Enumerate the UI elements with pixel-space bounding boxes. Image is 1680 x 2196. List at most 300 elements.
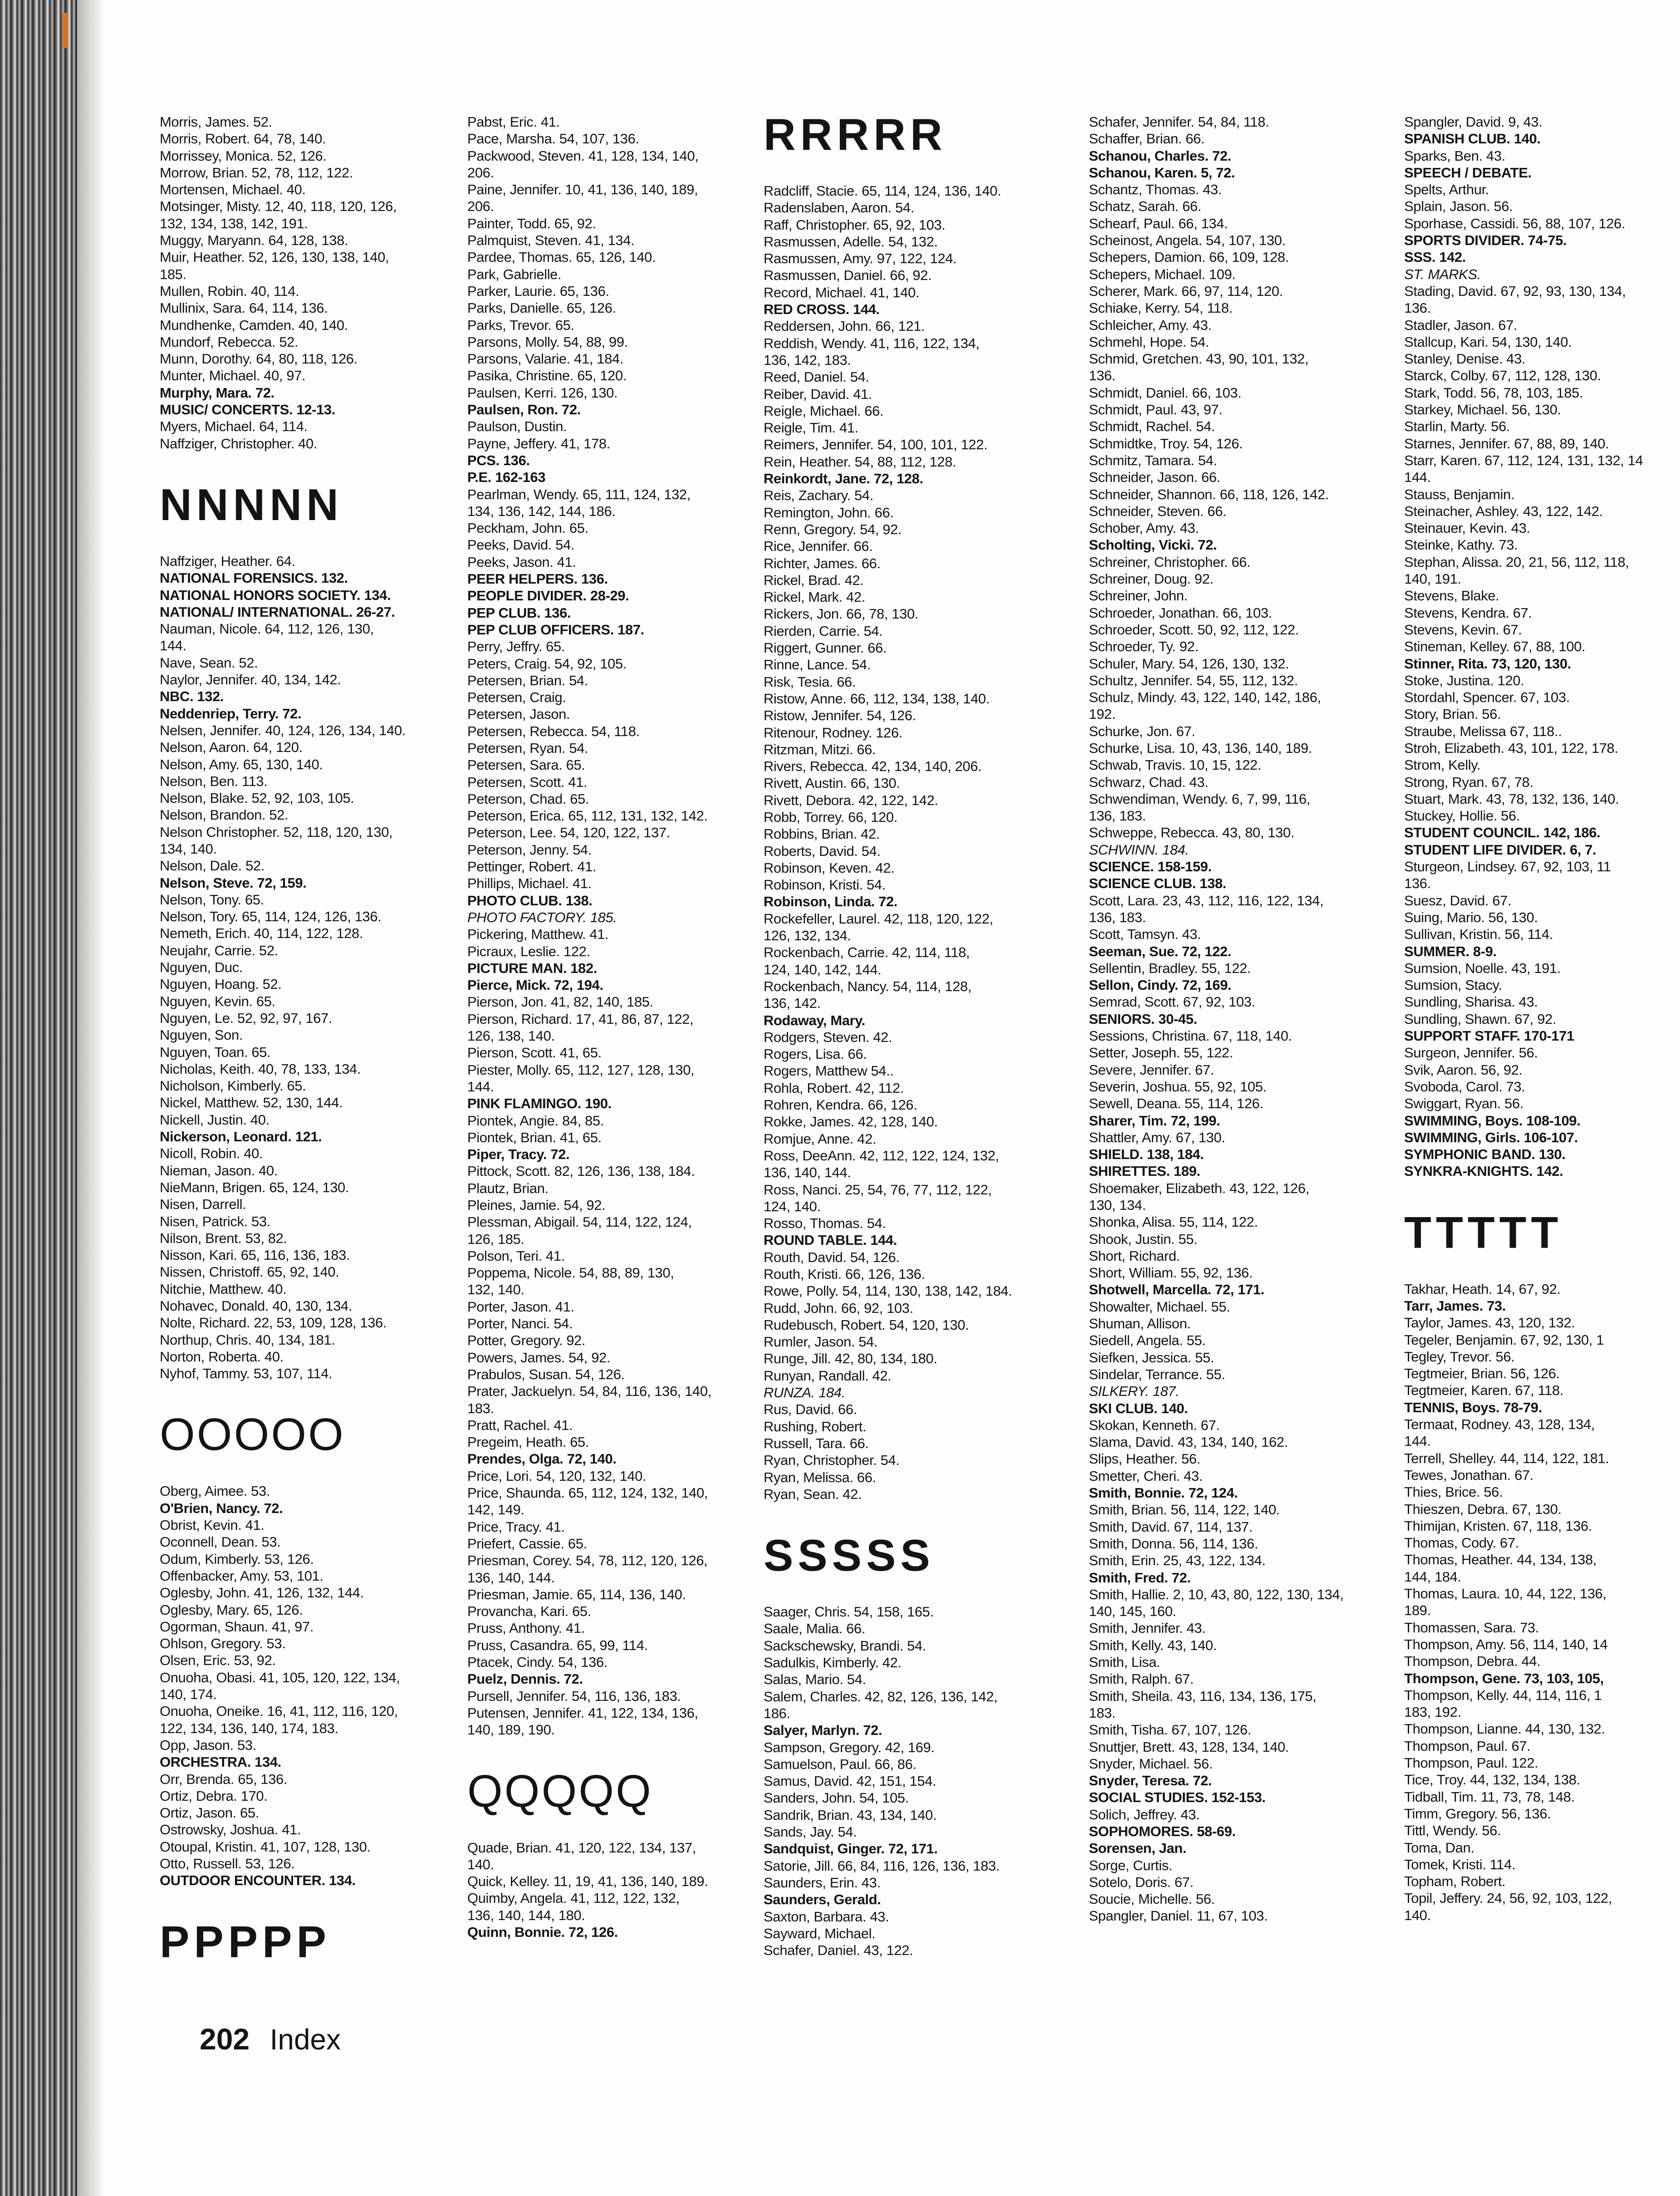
index-entry: Rushing, Robert. bbox=[764, 1418, 867, 1435]
index-entry: SOPHOMORES. 58-69. bbox=[1089, 1823, 1236, 1839]
index-entry: Quade, Brian. 41, 120, 122, 134, 137, bbox=[467, 1839, 696, 1856]
index-entry: Russell, Tara. 66. bbox=[764, 1435, 869, 1451]
index-entry: Stineman, Kelley. 67, 88, 100. bbox=[1404, 639, 1586, 655]
index-entry: Thompson, Paul. 122. bbox=[1404, 1755, 1538, 1771]
index-entry: Reigle, Tim. 41. bbox=[764, 420, 858, 436]
index-entry: 144. bbox=[160, 638, 186, 654]
index-entry: Otoupal, Kristin. 41, 107, 128, 130. bbox=[160, 1838, 371, 1855]
index-entry: Ristow, Anne. 66, 112, 134, 138, 140. bbox=[764, 690, 990, 707]
index-entry: Piper, Tracy. 72. bbox=[467, 1146, 570, 1163]
index-entry: Nolte, Richard. 22, 53, 109, 128, 136. bbox=[160, 1315, 387, 1331]
index-entry: Sayward, Michael. bbox=[764, 1925, 876, 1941]
index-entry: Robinson, Linda. 72. bbox=[764, 894, 898, 910]
index-entry: Munter, Michael. 40, 97. bbox=[160, 368, 306, 384]
index-entry: SENIORS. 30-45. bbox=[1089, 1011, 1197, 1027]
index-entry: Schreiner, John. bbox=[1089, 588, 1188, 604]
index-entry: P.E. 162-163 bbox=[467, 469, 546, 486]
index-entry: Pardee, Thomas. 65, 126, 140. bbox=[467, 249, 656, 265]
index-entry: Nissen, Christoff. 65, 92, 140. bbox=[160, 1264, 339, 1280]
index-entry: Smith, Tisha. 67, 107, 126. bbox=[1089, 1722, 1251, 1738]
index-entry: Siefken, Jessica. 55. bbox=[1089, 1349, 1214, 1366]
index-entry: PINK FLAMINGO. 190. bbox=[467, 1096, 612, 1112]
index-entry: STUDENT LIFE DIVIDER. 6, 7. bbox=[1404, 841, 1597, 858]
index-entry: Robb, Torrey. 66, 120. bbox=[764, 809, 898, 825]
index-entry: Petersen, Scott. 41. bbox=[467, 774, 588, 790]
index-entry: SHIRETTES. 189. bbox=[1089, 1163, 1200, 1179]
index-entry: Reddish, Wendy. 41, 116, 122, 134, bbox=[764, 335, 980, 351]
index-entry: Rivett, Austin. 66, 130. bbox=[764, 775, 900, 791]
index-entry: Price, Tracy. 41. bbox=[467, 1518, 565, 1535]
index-entry: Schuler, Mary. 54, 126, 130, 132. bbox=[1089, 655, 1289, 672]
index-entry: OUTDOOR ENCOUNTER. 134. bbox=[160, 1872, 356, 1889]
index-entry: Tegley, Trevor. 56. bbox=[1404, 1348, 1515, 1365]
index-entry: Rockenbach, Carrie. 42, 114, 118, bbox=[764, 944, 970, 961]
index-entry: Petersen, Brian. 54. bbox=[467, 672, 588, 688]
index-entry: Severin, Joshua. 55, 92, 105. bbox=[1089, 1078, 1267, 1095]
index-entry: Pratt, Rachel. 41. bbox=[467, 1417, 573, 1433]
index-entry: Thies, Brice. 56. bbox=[1404, 1484, 1503, 1500]
index-entry: Schwarz, Chad. 43. bbox=[1089, 774, 1209, 790]
index-entry: Rosso, Thomas. 54. bbox=[764, 1215, 886, 1232]
index-entry: Muggy, Maryann. 64, 128, 138. bbox=[160, 232, 348, 249]
index-entry: Petersen, Rebecca. 54, 118. bbox=[467, 723, 640, 739]
page-footer bbox=[200, 2022, 341, 2056]
index-entry: Sindelar, Terrance. 55. bbox=[1089, 1366, 1225, 1382]
index-entry: Schwendiman, Wendy. 6, 7, 99, 116, bbox=[1089, 791, 1310, 807]
index-entry: Pittock, Scott. 82, 126, 136, 138, 184. bbox=[467, 1163, 695, 1179]
index-entry: Muir, Heather. 52, 126, 130, 138, 140, bbox=[160, 249, 389, 265]
index-entry: Schurke, Lisa. 10, 43, 136, 140, 189. bbox=[1089, 740, 1312, 756]
index-entry: 132, 140. bbox=[467, 1282, 524, 1298]
index-entry: Raff, Christopher. 65, 92, 103. bbox=[764, 216, 945, 233]
index-entry: 186. bbox=[764, 1705, 790, 1721]
index-entry: Schroeder, Ty. 92. bbox=[1089, 639, 1199, 655]
index-entry: Rus, David. 66. bbox=[764, 1401, 857, 1418]
index-entry: Oconnell, Dean. 53. bbox=[160, 1534, 281, 1550]
index-entry: Stallcup, Kari. 54, 130, 140. bbox=[1404, 334, 1572, 350]
index-entry: Nelson, Aaron. 64, 120. bbox=[160, 739, 303, 756]
index-entry: Short, Richard. bbox=[1089, 1248, 1180, 1264]
index-entry: Scott, Lara. 23, 43, 112, 116, 122, 134, bbox=[1089, 892, 1324, 909]
index-entry: Soucie, Michelle. 56. bbox=[1089, 1891, 1215, 1907]
index-entry: Rockefeller, Laurel. 42, 118, 120, 122, bbox=[764, 910, 994, 927]
index-entry: Pruss, Casandra. 65, 99, 114. bbox=[467, 1637, 648, 1653]
index-entry: Samus, David. 42, 151, 154. bbox=[764, 1773, 936, 1789]
index-entry: Neujahr, Carrie. 52. bbox=[160, 942, 278, 958]
index-entry: Routh, Kristi. 66, 126, 136. bbox=[764, 1266, 925, 1282]
index-entry: Rice, Jennifer. 66. bbox=[764, 538, 873, 555]
index-entry: Prabulos, Susan. 54, 126. bbox=[467, 1366, 625, 1382]
index-entry: Oglesby, John. 41, 126, 132, 144. bbox=[160, 1585, 364, 1601]
index-entry: Toma, Dan. bbox=[1404, 1839, 1474, 1856]
index-entry: Stoke, Justina. 120. bbox=[1404, 672, 1524, 688]
index-entry: Rokke, James. 42, 128, 140. bbox=[764, 1114, 938, 1130]
index-entry: Sumsion, Noelle. 43, 191. bbox=[1404, 960, 1561, 976]
index-entry: Runge, Jill. 42, 80, 134, 180. bbox=[764, 1351, 937, 1367]
index-entry: Runyan, Randall. 42. bbox=[764, 1367, 891, 1384]
index-entry: 130, 134. bbox=[1089, 1197, 1146, 1213]
index-entry: Nave, Sean. 52. bbox=[160, 654, 258, 671]
index-entry: Thompson, Gene. 73, 103, 105, bbox=[1404, 1670, 1604, 1686]
index-entry: SWIMMING, Boys. 108-109. bbox=[1404, 1112, 1581, 1129]
index-entry: Rickers, Jon. 66, 78, 130. bbox=[764, 606, 919, 622]
index-entry: Quick, Kelley. 11, 19, 41, 136, 140, 189. bbox=[467, 1873, 708, 1890]
index-entry: Prater, Jackuelyn. 54, 84, 116, 136, 140, bbox=[467, 1383, 711, 1400]
index-entry: Story, Brian. 56. bbox=[1404, 706, 1501, 722]
index-entry: Stephan, Alissa. 20, 21, 56, 112, 118, bbox=[1404, 554, 1629, 570]
index-entry: 140, 189, 190. bbox=[467, 1722, 555, 1738]
index-entry: Ortiz, Jason. 65. bbox=[160, 1805, 259, 1821]
index-entry: Reinkordt, Jane. 72, 128. bbox=[764, 471, 923, 487]
index-entry: Thieszen, Debra. 67, 130. bbox=[1404, 1501, 1562, 1517]
index-entry: 140. bbox=[467, 1856, 494, 1872]
index-entry: Paine, Jennifer. 10, 41, 136, 140, 189, bbox=[467, 182, 698, 198]
index-entry: 132, 134, 138, 142, 191. bbox=[160, 215, 308, 231]
index-entry: Mortensen, Michael. 40. bbox=[160, 182, 306, 198]
index-entry: Robinson, Keven. 42. bbox=[764, 860, 895, 876]
index-entry: Solich, Jeffrey. 43. bbox=[1089, 1806, 1200, 1823]
index-entry: Sotelo, Doris. 67. bbox=[1089, 1874, 1194, 1890]
index-entry: Rickel, Mark. 42. bbox=[764, 589, 866, 605]
index-entry: Parker, Laurie. 65, 136. bbox=[467, 283, 609, 299]
index-entry: Palmquist, Steven. 41, 134. bbox=[467, 232, 635, 249]
index-entry: Sellon, Cindy. 72, 169. bbox=[1089, 977, 1232, 993]
index-entry: Schmehl, Hope. 54. bbox=[1089, 334, 1210, 350]
index-entry: Northup, Chris. 40, 134, 181. bbox=[160, 1331, 335, 1348]
letter-heading: PPPPP bbox=[160, 1916, 331, 1967]
index-entry: Nelson, Tory. 65, 114, 124, 126, 136. bbox=[160, 909, 382, 925]
index-entry: Nguyen, Toan. 65. bbox=[160, 1044, 271, 1060]
index-entry: Potter, Gregory. 92. bbox=[467, 1332, 586, 1349]
index-entry: ORCHESTRA. 134. bbox=[160, 1754, 281, 1770]
index-entry: SUMMER. 8-9. bbox=[1404, 943, 1497, 959]
index-entry: Topil, Jeffery. 24, 56, 92, 103, 122, bbox=[1404, 1890, 1612, 1906]
index-entry: Priefert, Cassie. 65. bbox=[467, 1535, 587, 1552]
index-entry: Plautz, Brian. bbox=[467, 1180, 549, 1196]
index-entry: Siedell, Angela. 55. bbox=[1089, 1332, 1206, 1349]
index-entry: Schiake, Kerry. 54, 118. bbox=[1089, 300, 1233, 316]
index-entry: Schneider, Steven. 66. bbox=[1089, 503, 1227, 519]
index-entry: Nguyen, Son. bbox=[160, 1027, 243, 1043]
index-entry: Porter, Jason. 41. bbox=[467, 1298, 574, 1315]
index-entry: Starck, Colby. 67, 112, 128, 130. bbox=[1404, 368, 1601, 384]
index-entry: NATIONAL/ INTERNATIONAL. 26-27. bbox=[160, 604, 395, 620]
index-entry: Spelts, Arthur. bbox=[1404, 182, 1489, 198]
index-entry: Priesman, Jamie. 65, 114, 136, 140. bbox=[467, 1586, 686, 1602]
index-entry: Price, Lori. 54, 120, 132, 140. bbox=[467, 1468, 647, 1484]
letter-heading: NNNNN bbox=[160, 479, 343, 530]
index-entry: 136, 183. bbox=[1089, 909, 1146, 925]
index-entry: Shattler, Amy. 67, 130. bbox=[1089, 1129, 1225, 1145]
index-entry: Terrell, Shelley. 44, 114, 122, 181. bbox=[1404, 1450, 1609, 1466]
index-entry: Pierson, Richard. 17, 41, 86, 87, 122, bbox=[467, 1011, 694, 1027]
index-entry: Stevens, Kevin. 67. bbox=[1404, 621, 1522, 638]
index-entry: Nelson, Tony. 65. bbox=[160, 891, 264, 908]
index-column-1 bbox=[160, 113, 406, 1990]
index-entry: Svoboda, Carol. 73. bbox=[1404, 1078, 1525, 1095]
index-entry: Skokan, Kenneth. 67. bbox=[1089, 1417, 1220, 1433]
index-entry: Quinn, Bonnie. 72, 126. bbox=[467, 1924, 618, 1940]
index-entry: Paulsen, Kerri. 126, 130. bbox=[467, 384, 618, 401]
index-entry: Reddersen, John. 66, 121. bbox=[764, 318, 925, 334]
index-entry: Nickerson, Leonard. 121. bbox=[160, 1129, 322, 1145]
index-entry: Smith, Kelly. 43, 140. bbox=[1089, 1637, 1217, 1653]
index-entry: 122, 134, 136, 140, 174, 183. bbox=[160, 1720, 338, 1736]
index-entry: SKI CLUB. 140. bbox=[1089, 1400, 1188, 1416]
index-entry: Spangler, Daniel. 11, 67, 103. bbox=[1089, 1908, 1268, 1924]
index-entry: Peters, Craig. 54, 92, 105. bbox=[467, 655, 627, 672]
index-entry: Saunders, Gerald. bbox=[764, 1891, 881, 1908]
index-entry: Ross, DeeAnn. 42, 112, 122, 124, 132, bbox=[764, 1147, 999, 1164]
index-entry: Ristow, Jennifer. 54, 126. bbox=[764, 707, 916, 724]
index-entry: 136, 142. bbox=[764, 995, 821, 1012]
index-entry: Severe, Jennifer. 67. bbox=[1089, 1061, 1214, 1078]
index-entry: 126, 132, 134. bbox=[764, 928, 851, 944]
index-entry: Parsons, Valarie. 41, 184. bbox=[467, 351, 624, 367]
index-entry: 140. bbox=[1404, 1907, 1431, 1923]
index-entry: Smith, Donna. 56, 114, 136. bbox=[1089, 1535, 1258, 1552]
index-entry: Munn, Dorothy. 64, 80, 118, 126. bbox=[160, 351, 358, 367]
index-entry: Surgeon, Jennifer. 56. bbox=[1404, 1045, 1538, 1061]
index-entry: Shuman, Allison. bbox=[1089, 1316, 1191, 1332]
index-entry: SCHWINN. 184. bbox=[1089, 841, 1189, 858]
index-entry: Short, William. 55, 92, 136. bbox=[1089, 1265, 1253, 1281]
index-entry: Perry, Jeffry. 65. bbox=[467, 639, 565, 655]
index-entry: Schneider, Shannon. 66, 118, 126, 142. bbox=[1089, 486, 1329, 502]
index-entry: Sands, Jay. 54. bbox=[764, 1824, 857, 1840]
index-entry: Smith, Sheila. 43, 116, 134, 136, 175, bbox=[1089, 1688, 1317, 1704]
index-entry: Ritenour, Rodney. 126. bbox=[764, 724, 902, 741]
index-entry: Schober, Amy. 43. bbox=[1089, 520, 1199, 536]
index-entry: Porter, Nanci. 54. bbox=[467, 1316, 573, 1332]
index-entry: Reimers, Jennifer. 54, 100, 101, 122. bbox=[764, 437, 988, 453]
index-entry: Suing, Mario. 56, 130. bbox=[1404, 909, 1538, 925]
index-entry: Rodgers, Steven. 42. bbox=[764, 1029, 892, 1045]
index-entry: 126, 185. bbox=[467, 1231, 524, 1247]
letter-heading: SSSSS bbox=[764, 1530, 935, 1581]
index-entry: Sampson, Gregory. 42, 169. bbox=[764, 1739, 935, 1755]
index-entry: NBC. 132. bbox=[160, 688, 224, 705]
index-entry: Tewes, Jonathan. 67. bbox=[1404, 1467, 1533, 1483]
index-entry: ST. MARKS. bbox=[1404, 266, 1481, 282]
index-entry: Steinke, Kathy. 73. bbox=[1404, 537, 1518, 553]
index-entry: 144. bbox=[1404, 1433, 1431, 1449]
index-entry: Sumsion, Stacy. bbox=[1404, 977, 1502, 993]
index-entry: Sundling, Shawn. 67, 92. bbox=[1404, 1011, 1557, 1027]
index-entry: Schwab, Travis. 10, 15, 122. bbox=[1089, 757, 1261, 773]
index-entry: 144. bbox=[1404, 469, 1431, 486]
index-entry: Shotwell, Marcella. 72, 171. bbox=[1089, 1282, 1264, 1298]
index-entry: Stordahl, Spencer. 67, 103. bbox=[1404, 689, 1570, 706]
index-entry: Mundorf, Rebecca. 52. bbox=[160, 334, 299, 350]
index-entry: Ryan, Christopher. 54. bbox=[764, 1452, 900, 1469]
index-entry: Petersen, Craig. bbox=[467, 689, 566, 706]
index-entry: Nicoll, Robin. 40. bbox=[160, 1145, 263, 1162]
index-entry: Showalter, Michael. 55. bbox=[1089, 1298, 1230, 1315]
index-entry: 142, 149. bbox=[467, 1502, 524, 1518]
index-entry: Nisen, Darrell. bbox=[160, 1196, 246, 1213]
index-entry: Peeks, David. 54. bbox=[467, 537, 575, 553]
index-entry: Sparks, Ben. 43. bbox=[1404, 147, 1505, 164]
index-entry: Oberg, Aimee. 53. bbox=[160, 1483, 270, 1499]
index-entry: Smith, Ralph. 67. bbox=[1089, 1671, 1194, 1687]
spine-tab-marker bbox=[63, 13, 68, 48]
index-entry: Stuart, Mark. 43, 78, 132, 136, 140. bbox=[1404, 791, 1619, 807]
index-entry: Rickel, Brad. 42. bbox=[764, 572, 864, 588]
index-entry: Powers, James. 54, 92. bbox=[467, 1349, 611, 1366]
index-entry: Strom, Kelly. bbox=[1404, 757, 1481, 773]
index-entry: Nauman, Nicole. 64, 112, 126, 130, bbox=[160, 621, 374, 637]
index-entry: Thompson, Paul. 67. bbox=[1404, 1738, 1531, 1754]
index-entry: 136. bbox=[1089, 368, 1116, 384]
index-entry: Schmidt, Paul. 43, 97. bbox=[1089, 402, 1223, 418]
index-entry: Sandrik, Brian. 43, 134, 140. bbox=[764, 1807, 937, 1823]
index-entry: Saunders, Erin. 43. bbox=[764, 1874, 881, 1891]
index-entry: Rodaway, Mary. bbox=[764, 1012, 866, 1028]
index-entry: Petersen, Ryan. 54. bbox=[467, 740, 588, 756]
index-entry: Pierson, Jon. 41, 82, 140, 185. bbox=[467, 994, 653, 1010]
index-entry: Pearlman, Wendy. 65, 111, 124, 132, bbox=[467, 486, 691, 502]
index-entry: Rasmussen, Daniel. 66, 92. bbox=[764, 267, 932, 284]
index-entry: Piontek, Angie. 84, 85. bbox=[467, 1112, 604, 1129]
index-entry: Morrissey, Monica. 52, 126. bbox=[160, 147, 327, 164]
index-entry: Schantz, Thomas. 43. bbox=[1089, 182, 1222, 198]
index-entry: Mullen, Robin. 40, 114. bbox=[160, 283, 299, 299]
index-entry: SSS. 142. bbox=[1404, 249, 1466, 265]
index-entry: Schmidt, Daniel. 66, 103. bbox=[1089, 384, 1242, 401]
index-entry: NieMann, Brigen. 65, 124, 130. bbox=[160, 1179, 349, 1195]
index-entry: PCS. 136. bbox=[467, 452, 530, 468]
index-entry: Robinson, Kristi. 54. bbox=[764, 877, 886, 893]
index-entry: Pursell, Jennifer. 54, 116, 136, 183. bbox=[467, 1688, 681, 1704]
index-entry: Scholting, Vicki. 72. bbox=[1089, 537, 1217, 553]
index-entry: Onuoha, Oneike. 16, 41, 112, 116, 120, bbox=[160, 1703, 398, 1719]
index-entry: Tegeler, Benjamin. 67, 92, 130, 1 bbox=[1404, 1331, 1604, 1348]
index-entry: Polson, Teri. 41. bbox=[467, 1248, 565, 1264]
index-entry: Morris, Robert. 64, 78, 140. bbox=[160, 131, 326, 147]
index-entry: Parsons, Molly. 54, 88, 99. bbox=[467, 334, 628, 350]
index-entry: Ogorman, Shaun. 41, 97. bbox=[160, 1618, 313, 1635]
index-entry: Scheinost, Angela. 54, 107, 130. bbox=[1089, 232, 1286, 249]
index-entry: Rierden, Carrie. 54. bbox=[764, 623, 883, 639]
index-entry: Record, Michael. 41, 140. bbox=[764, 284, 920, 300]
index-entry: Sellentin, Bradley. 55, 122. bbox=[1089, 960, 1251, 976]
index-entry: 183, 192. bbox=[1404, 1704, 1461, 1720]
index-entry: Straube, Melissa 67, 118.. bbox=[1404, 723, 1562, 739]
index-entry: Thomas, Cody. 67. bbox=[1404, 1535, 1519, 1551]
letter-heading: OOOOO bbox=[160, 1409, 345, 1460]
index-entry: Satorie, Jill. 66, 84, 116, 126, 136, 183. bbox=[764, 1857, 1000, 1874]
index-entry: Shonka, Alisa. 55, 114, 122. bbox=[1089, 1214, 1258, 1230]
index-entry: SOCIAL STUDIES. 152-153. bbox=[1089, 1789, 1266, 1806]
index-entry: Semrad, Scott. 67, 92, 103. bbox=[1089, 994, 1255, 1010]
index-entry: Olsen, Eric. 53, 92. bbox=[160, 1652, 276, 1669]
index-entry: Salyer, Marlyn. 72. bbox=[764, 1722, 882, 1739]
index-entry: 134, 140. bbox=[160, 840, 217, 857]
index-entry: Odum, Kimberly. 53, 126. bbox=[160, 1551, 314, 1567]
index-entry: Schmidtke, Troy. 54, 126. bbox=[1089, 435, 1243, 452]
index-entry: Nguyen, Kevin. 65. bbox=[160, 993, 275, 1009]
index-entry: 189. bbox=[1404, 1602, 1431, 1619]
index-entry: Naffziger, Heather. 64. bbox=[160, 553, 295, 569]
index-entry: Offenbacker, Amy. 53, 101. bbox=[160, 1567, 323, 1584]
index-entry: 185. bbox=[160, 266, 186, 282]
index-entry: Schaffer, Brian. 66. bbox=[1089, 131, 1205, 147]
index-entry: Schepers, Damion. 66, 109, 128. bbox=[1089, 249, 1289, 265]
index-entry: Smetter, Cheri. 43. bbox=[1089, 1468, 1203, 1484]
index-entry: Petersen, Jason. bbox=[467, 706, 570, 722]
index-entry: Puelz, Dennis. 72. bbox=[467, 1671, 583, 1687]
index-entry: Smith, Brian. 56, 114, 122, 140. bbox=[1089, 1502, 1280, 1518]
index-entry: 140, 145, 160. bbox=[1089, 1603, 1176, 1620]
index-entry: 140, 174. bbox=[160, 1686, 217, 1703]
index-entry: Splain, Jason. 56. bbox=[1404, 198, 1513, 215]
index-entry: Picraux, Leslie. 122. bbox=[467, 943, 590, 959]
index-entry: Putensen, Jennifer. 41, 122, 134, 136, bbox=[467, 1705, 698, 1721]
index-entry: Schweppe, Rebecca. 43, 80, 130. bbox=[1089, 825, 1294, 841]
index-entry: Reiber, David. 41. bbox=[764, 386, 872, 402]
index-entry: PHOTO FACTORY. 185. bbox=[467, 909, 617, 925]
index-entry: Naffziger, Christopher. 40. bbox=[160, 435, 318, 452]
index-entry: Starnes, Jennifer. 67, 88, 89, 140. bbox=[1404, 435, 1609, 452]
index-entry: Termaat, Rodney. 43, 128, 134, bbox=[1404, 1416, 1595, 1433]
index-entry: Nguyen, Hoang. 52. bbox=[160, 976, 282, 992]
index-entry: PEOPLE DIVIDER. 28-29. bbox=[467, 588, 629, 604]
index-entry: Nisson, Kari. 65, 116, 136, 183. bbox=[160, 1247, 350, 1263]
index-entry: Starkey, Michael. 56, 130. bbox=[1404, 402, 1561, 418]
index-entry: Samuelson, Paul. 66, 86. bbox=[764, 1756, 916, 1772]
index-entry: Thimijan, Kristen. 67, 118, 136. bbox=[1404, 1518, 1592, 1534]
index-entry: Stadler, Jason. 67. bbox=[1404, 317, 1518, 333]
index-entry: Taylor, James. 43, 120, 132. bbox=[1404, 1315, 1575, 1331]
index-entry: PHOTO CLUB. 138. bbox=[467, 892, 593, 909]
index-entry: Starlin, Marty. 56. bbox=[1404, 418, 1510, 435]
index-entry: Peterson, Chad. 65. bbox=[467, 791, 589, 807]
letter-heading: RRRRR bbox=[764, 109, 947, 159]
index-entry: Smith, Bonnie. 72, 124. bbox=[1089, 1485, 1238, 1501]
index-entry: Sorensen, Jan. bbox=[1089, 1840, 1186, 1857]
index-entry: SYMPHONIC BAND. 130. bbox=[1404, 1146, 1566, 1163]
index-entry: Rudd, John. 66, 92, 103. bbox=[764, 1300, 913, 1316]
index-entry: Murphy, Mara. 72. bbox=[160, 384, 274, 401]
index-entry: Smith, Erin. 25, 43, 122, 134. bbox=[1089, 1552, 1266, 1569]
index-entry: Salem, Charles. 42, 82, 126, 136, 142, bbox=[764, 1688, 998, 1705]
index-entry: Scott, Tamsyn. 43. bbox=[1089, 926, 1201, 943]
index-entry: Routh, David. 54, 126. bbox=[764, 1249, 900, 1265]
index-entry: Rudebusch, Robert. 54, 120, 130. bbox=[764, 1317, 969, 1333]
index-entry: Thompson, Debra. 44. bbox=[1404, 1653, 1541, 1670]
index-entry: Tegtmeier, Karen. 67, 118. bbox=[1404, 1382, 1563, 1399]
index-entry: Thompson, Amy. 56, 114, 140, 14 bbox=[1404, 1636, 1608, 1652]
index-entry: 136. bbox=[1404, 875, 1431, 892]
index-entry: Provancha, Kari. 65. bbox=[467, 1603, 591, 1620]
index-entry: PEP CLUB. 136. bbox=[467, 604, 571, 621]
index-entry: Thomas, Heather. 44, 134, 138, bbox=[1404, 1552, 1597, 1568]
index-entry: Shoemaker, Elizabeth. 43, 122, 126, bbox=[1089, 1180, 1309, 1196]
index-entry: Starr, Karen. 67, 112, 124, 131, 132, 14 bbox=[1404, 452, 1643, 468]
index-entry: Stevens, Blake. bbox=[1404, 588, 1499, 604]
index-entry: Pleines, Jamie. 54, 92. bbox=[467, 1197, 606, 1213]
index-entry: SYNKRA-KNIGHTS. 142. bbox=[1404, 1163, 1563, 1179]
index-entry: NATIONAL FORENSICS. 132. bbox=[160, 570, 348, 586]
index-entry: 206. bbox=[467, 198, 494, 215]
index-entry: Peeks, Jason. 41. bbox=[467, 554, 576, 570]
index-entry: Schroeder, Jonathan. 66, 103. bbox=[1089, 604, 1272, 621]
index-entry: Stanley, Denise. 43. bbox=[1404, 351, 1526, 367]
index-entry: Pierce, Mick. 72, 194. bbox=[467, 977, 603, 993]
index-entry: Peterson, Erica. 65, 112, 131, 132, 142. bbox=[467, 808, 708, 824]
index-entry: Sewell, Deana. 55, 114, 126. bbox=[1089, 1096, 1264, 1112]
